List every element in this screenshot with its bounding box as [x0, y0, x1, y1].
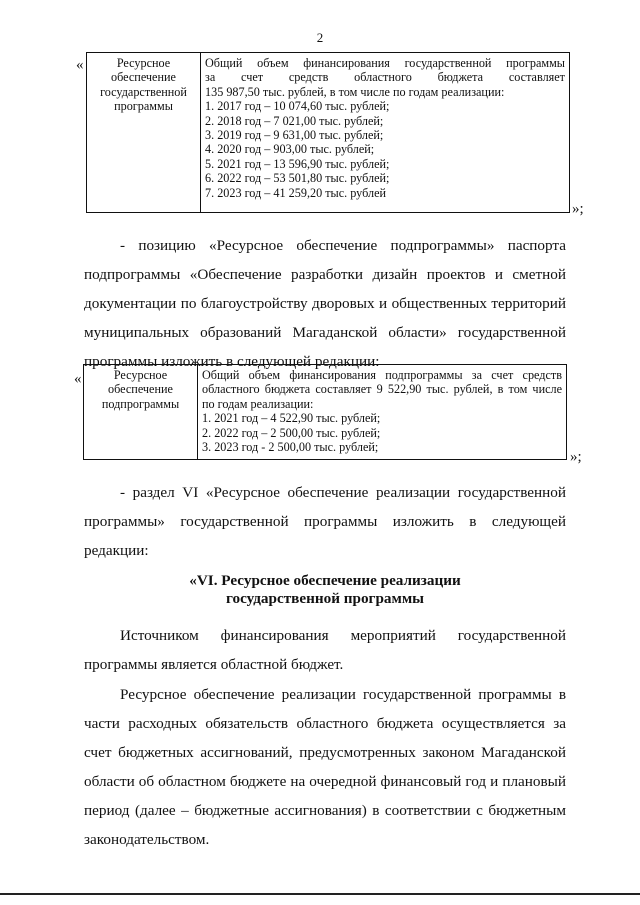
paragraph-text: Ресурсное обеспечение реализации государственной программы в части расходных обязательств областного бюджета осуществляется за счет бюджетных ассигнований, предусмотренных законом Магаданской области об областном бюджете на очередной финансовый год и плановый период (далее – бюджетные ассигнования) в соответствии с бюджетным законодательством.	[84, 686, 566, 848]
table1-year-line: 5. 2021 год – 13 596,90 тыс. рублей;	[205, 156, 390, 171]
table2-year-line: 3. 2023 год - 2 500,00 тыс. рублей;	[202, 440, 379, 455]
table1-value-line: за счет средств областного бюджета составляет	[205, 70, 565, 85]
table2-value-line: областного бюджета составляет 9 522,90 тыс. рублей, в том числе	[202, 382, 562, 397]
table1-year-line: 6. 2022 год – 53 501,80 тыс. рублей;	[205, 171, 390, 186]
paragraph-text: - раздел VI «Ресурсное обеспечение реализации государственной программы» государственной программы изложить в следующей редакции:	[84, 484, 566, 559]
resource-table-subprogram	[83, 364, 567, 460]
table1-year-line: 7. 2023 год – 41 259,20 тыс. рублей	[205, 185, 387, 200]
paragraph-subprogram-position	[84, 231, 566, 376]
table1-label-line: государственной	[100, 84, 187, 99]
table2-label-cell	[84, 365, 198, 460]
table1-label-cell	[87, 53, 201, 213]
table2-close-quote: »;	[570, 449, 582, 465]
heading-line: государственной программы	[225, 590, 425, 607]
table2-year-line: 1. 2021 год – 4 522,90 тыс. рублей;	[202, 411, 381, 426]
table1-close-quote: »;	[572, 201, 584, 217]
table2-year-line: 2. 2022 год – 2 500,00 тыс. рублей;	[202, 425, 381, 440]
paragraph-text: Источником финансирования мероприятий государственной программы является областной бюджет.	[84, 627, 566, 673]
table2-label-line: обеспечение	[108, 382, 173, 397]
table2-value-line: по годам реализации:	[202, 396, 314, 411]
table1-label-line: обеспечение	[111, 70, 176, 85]
paragraph-resource-provision	[84, 680, 566, 854]
page-number: 2	[316, 30, 324, 45]
table1-value-line: 135 987,50 тыс. рублей, в том числе по годам реализации:	[205, 84, 505, 99]
paragraph-section-vi	[84, 478, 566, 565]
table1-year-line: 2. 2018 год – 7 021,00 тыс. рублей;	[205, 113, 384, 128]
table1-year-line: 4. 2020 год – 903,00 тыс. рублей;	[205, 142, 375, 157]
table1-open-quote: «	[76, 57, 84, 73]
table2-value-line: Общий объем финансирования подпрограммы за счет средств	[202, 368, 562, 382]
table2-label-line: Ресурсное	[113, 368, 168, 382]
table1-value-cell	[201, 53, 570, 213]
paragraph-funding-source	[84, 621, 566, 679]
table1-year-line: 3. 2019 год – 9 631,00 тыс. рублей;	[205, 128, 384, 143]
heading-line: «VI. Ресурсное обеспечение реализации	[189, 572, 461, 589]
section-heading	[84, 572, 566, 608]
table1-label-line: Ресурсное	[116, 56, 171, 70]
table1-value-line: Общий объем финансирования государственной программы	[205, 56, 565, 70]
table1-year-line: 1. 2017 год – 10 074,60 тыс. рублей;	[205, 99, 390, 114]
bottom-edge-rule	[0, 893, 640, 895]
paragraph-text: - позицию «Ресурсное обеспечение подпрограммы» паспорта подпрограммы «Обеспечение разработки дизайн проектов и сметной документации по благоустройству дворовых и общественных территорий муниципальных образований Магаданской области» государственной программы изложить в следующей редакции:	[84, 237, 566, 370]
table2-label-line: подпрограммы	[101, 396, 180, 411]
table2-value-cell	[198, 365, 567, 460]
table2-open-quote: «	[74, 371, 82, 387]
resource-table-program	[86, 52, 570, 213]
table1-label-line: программы	[114, 99, 173, 114]
